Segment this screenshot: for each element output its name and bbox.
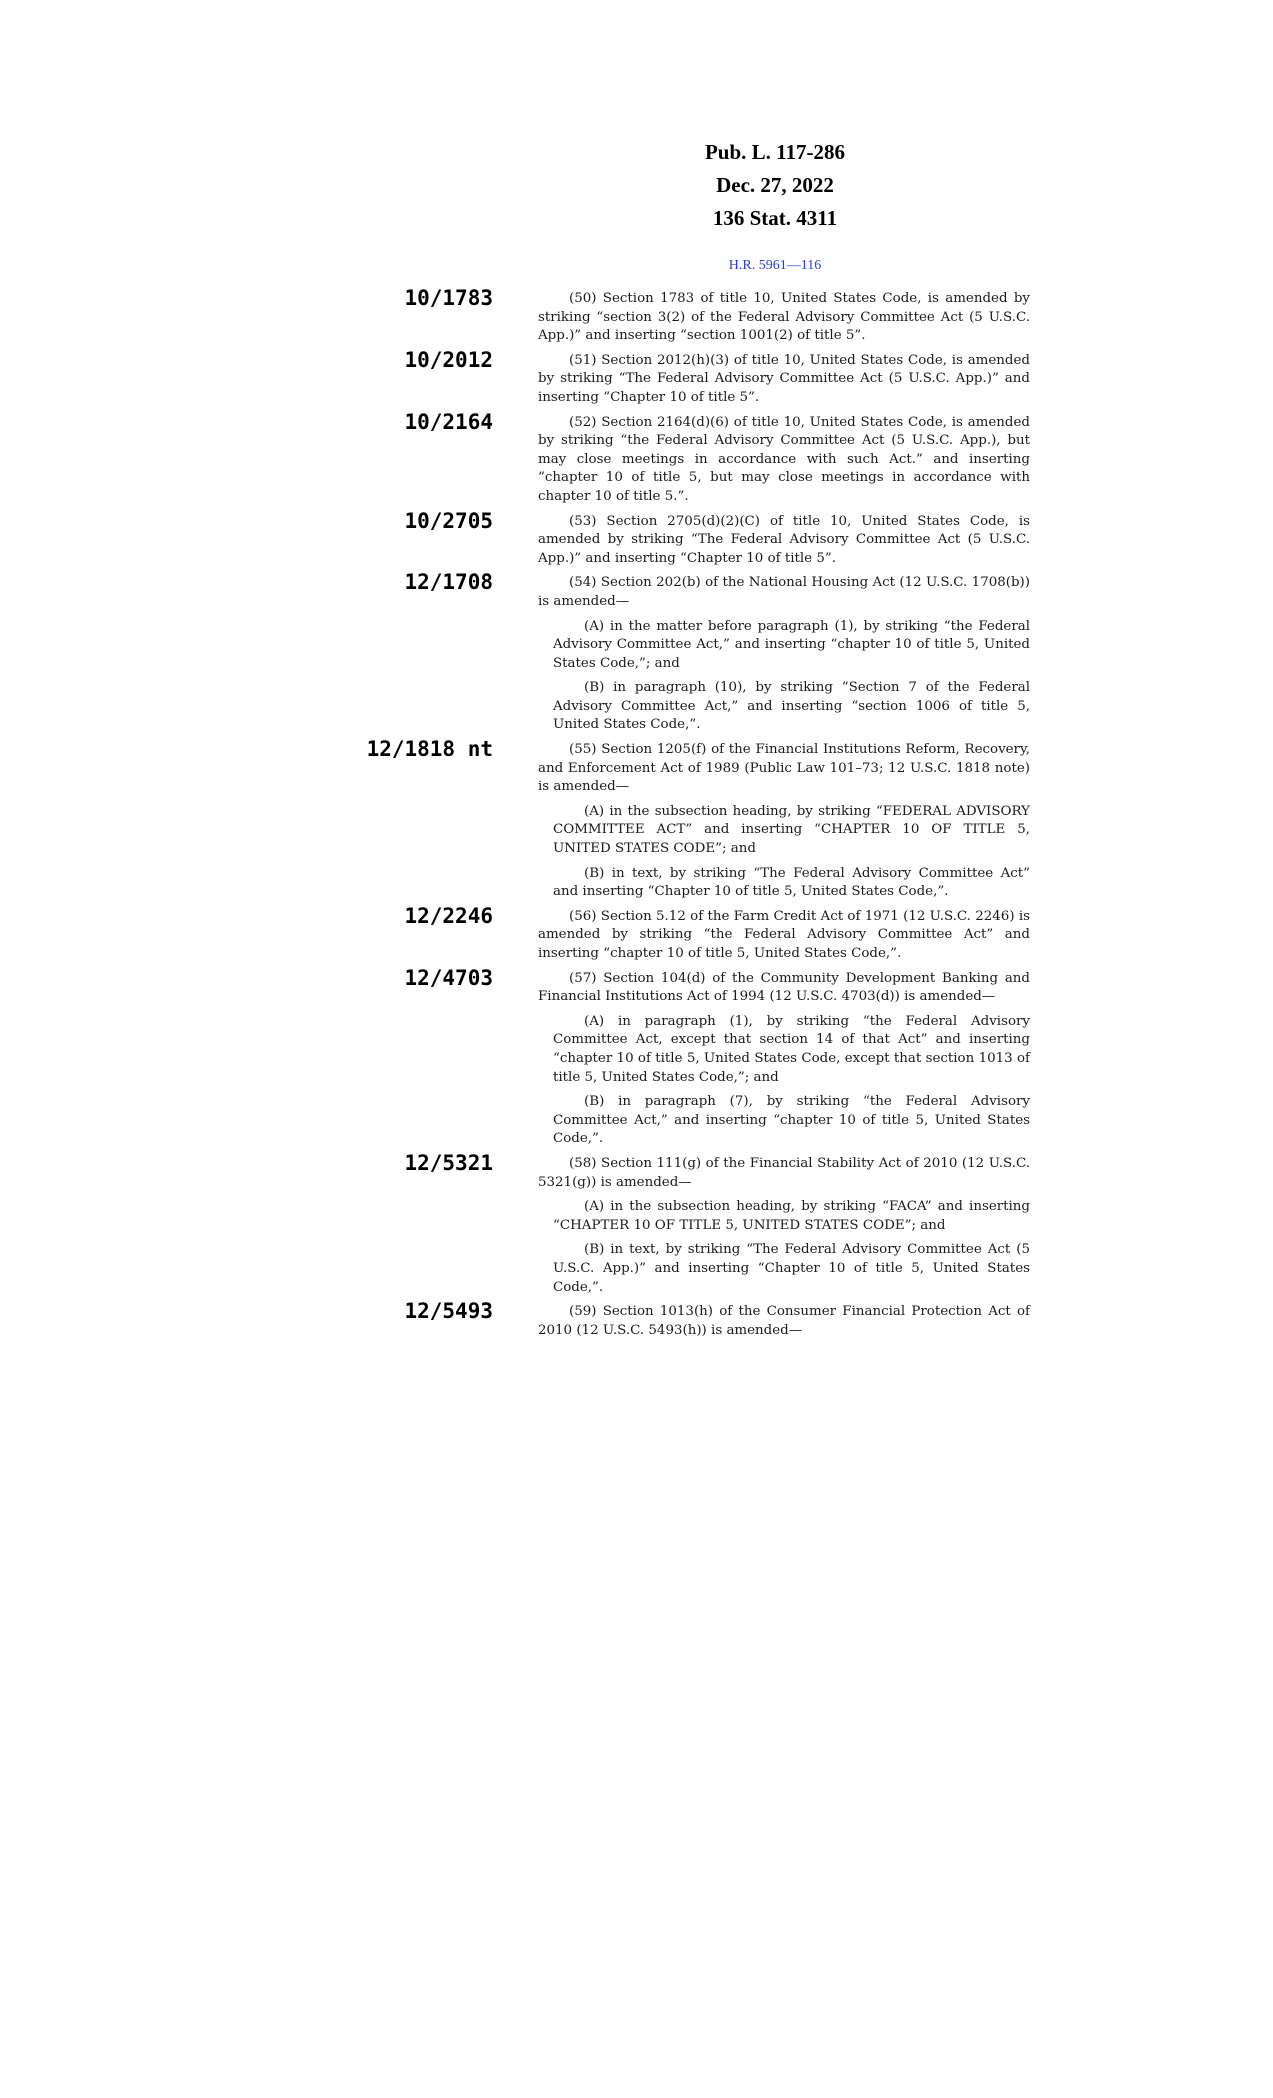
amendment-entry bbox=[0, 1150, 1273, 1297]
amendment-subparagraph: (A) in the subsection heading, by striking “FACA” and inserting “CHAPTER 10 OF TITLE 5, UNITED STATES CODE”; and bbox=[553, 1199, 1030, 1233]
amendment-paragraph: (51) Section 2012(h)(3) of title 10, United States Code, is amended by striking “The Federal Advisory Committee Act (5 U.S.C. App.)” and inserting “Chapter 10 of title 5”. bbox=[538, 352, 1030, 405]
amendment-subparagraph: (B) in text, by striking “The Federal Advisory Committee Act (5 U.S.C. App.)” and inserting “Chapter 10 of title 5, United States Code,”. bbox=[553, 1242, 1030, 1295]
amendment-subparagraph: (B) in paragraph (7), by striking “the Federal Advisory Committee Act,” and inserting “chapter 10 of title 5, United States Code,”. bbox=[553, 1094, 1030, 1147]
bill-reference-link[interactable]: H.R. 5961—116 bbox=[728, 258, 822, 273]
margin-citation: 10/2164 bbox=[404, 409, 493, 434]
statute-page: 136 Stat. 4311 bbox=[712, 206, 838, 230]
amendment-paragraph: (53) Section 2705(d)(2)(C) of title 10, United States Code, is amended by striking “The Federal Advisory Committee Act (5 U.S.C. App.)” and inserting “Chapter 10 of title 5”. bbox=[538, 513, 1030, 566]
amendment-paragraph: (56) Section 5.12 of the Farm Credit Act of 1971 (12 U.S.C. 2246) is amended by striking “the Federal Advisory Committee Act” and inserting “chapter 10 of title 5, United States Code,”. bbox=[538, 908, 1030, 961]
margin-citation: 10/2705 bbox=[404, 508, 493, 533]
amendment-subparagraph: (B) in paragraph (10), by striking “Section 7 of the Federal Advisory Committee Act,” and inserting “section 1006 of title 5, United States Code,”. bbox=[553, 680, 1030, 733]
public-law-number: Pub. L. 117-286 bbox=[704, 140, 846, 164]
amendment-paragraph: (59) Section 1013(h) of the Consumer Financial Protection Act of 2010 (12 U.S.C. 5493(h)) is amended— bbox=[538, 1304, 1030, 1338]
enactment-date: Dec. 27, 2022 bbox=[716, 173, 834, 197]
amendment-subparagraph: (B) in text, by striking “The Federal Advisory Committee Act” and inserting “Chapter 10 of title 5, United States Code,”. bbox=[553, 865, 1030, 900]
amendment-entry bbox=[0, 903, 1273, 964]
margin-citation: 10/1783 bbox=[404, 286, 493, 310]
margin-citation: 12/1818 nt bbox=[366, 737, 493, 762]
amendment-subparagraph: (A) in paragraph (1), by striking “the Federal Advisory Committee Act, except that section 14 of that Act” and inserting “chapter 10 of title 5, United States Code, except that section 1013 of title 5, United States Code,”; and bbox=[553, 1013, 1030, 1085]
amendment-subparagraph: (A) in the matter before paragraph (1), by striking “the Federal Advisory Committee Act,” and inserting “chapter 10 of title 5, United States Code,”; and bbox=[553, 618, 1030, 671]
amendment-entry bbox=[0, 965, 1273, 1149]
margin-citation: 12/5493 bbox=[404, 1299, 493, 1324]
amendment-entry bbox=[0, 409, 1273, 507]
amendment-paragraph: (58) Section 111(g) of the Financial Stability Act of 2010 (12 U.S.C. 5321(g)) is amended— bbox=[538, 1155, 1030, 1190]
margin-citation: 12/1708 bbox=[404, 570, 493, 595]
amendment-entry bbox=[0, 1299, 1273, 1340]
amendment-paragraph: (54) Section 202(b) of the National Housing Act (12 U.S.C. 1708(b)) is amended— bbox=[538, 575, 1030, 609]
margin-citation: 12/2246 bbox=[404, 903, 493, 928]
amendment-subparagraph: (A) in the subsection heading, by striking “FEDERAL ADVISORY COMMITTEE ACT” and inserting “CHAPTER 10 OF TITLE 5, UNITED STATES CODE”; and bbox=[553, 803, 1030, 857]
margin-citation: 12/5321 bbox=[404, 1150, 493, 1175]
amendment-paragraph: (57) Section 104(d) of the Community Development Banking and Financial Institutions Act of 1994 (12 U.S.C. 4703(d)) is amended— bbox=[538, 970, 1030, 1005]
amendment-entry bbox=[0, 286, 1273, 346]
amendment-entry bbox=[0, 570, 1273, 735]
amendment-paragraph: (50) Section 1783 of title 10, United States Code, is amended by striking “section 3(2) of the Federal Advisory Committee Act (5 U.S.C. App.)” and inserting “section 1001(2) of title 5”. bbox=[538, 291, 1030, 344]
amendment-entry bbox=[0, 347, 1273, 408]
amendment-paragraph: (55) Section 1205(f) of the Financial Institutions Reform, Recovery, and Enforcement Act of 1989 (Public Law 101–73; 12 U.S.C. 1818 note) is amended— bbox=[538, 742, 1030, 795]
margin-citation: 10/2012 bbox=[404, 347, 493, 372]
amendment-paragraph: (52) Section 2164(d)(6) of title 10, United States Code, is amended by striking “the Federal Advisory Committee Act (5 U.S.C. App.), but may close meetings in accordance with such Act.” and inserting “chapter 10 of title 5, but may close meetings in accordance with chapter 10 of title 5.”. bbox=[538, 414, 1030, 504]
document-body bbox=[0, 286, 1273, 1346]
amendment-entry bbox=[0, 737, 1273, 902]
margin-citation: 12/4703 bbox=[404, 965, 493, 990]
amendment-entry bbox=[0, 508, 1273, 569]
page-header bbox=[690, 136, 860, 235]
